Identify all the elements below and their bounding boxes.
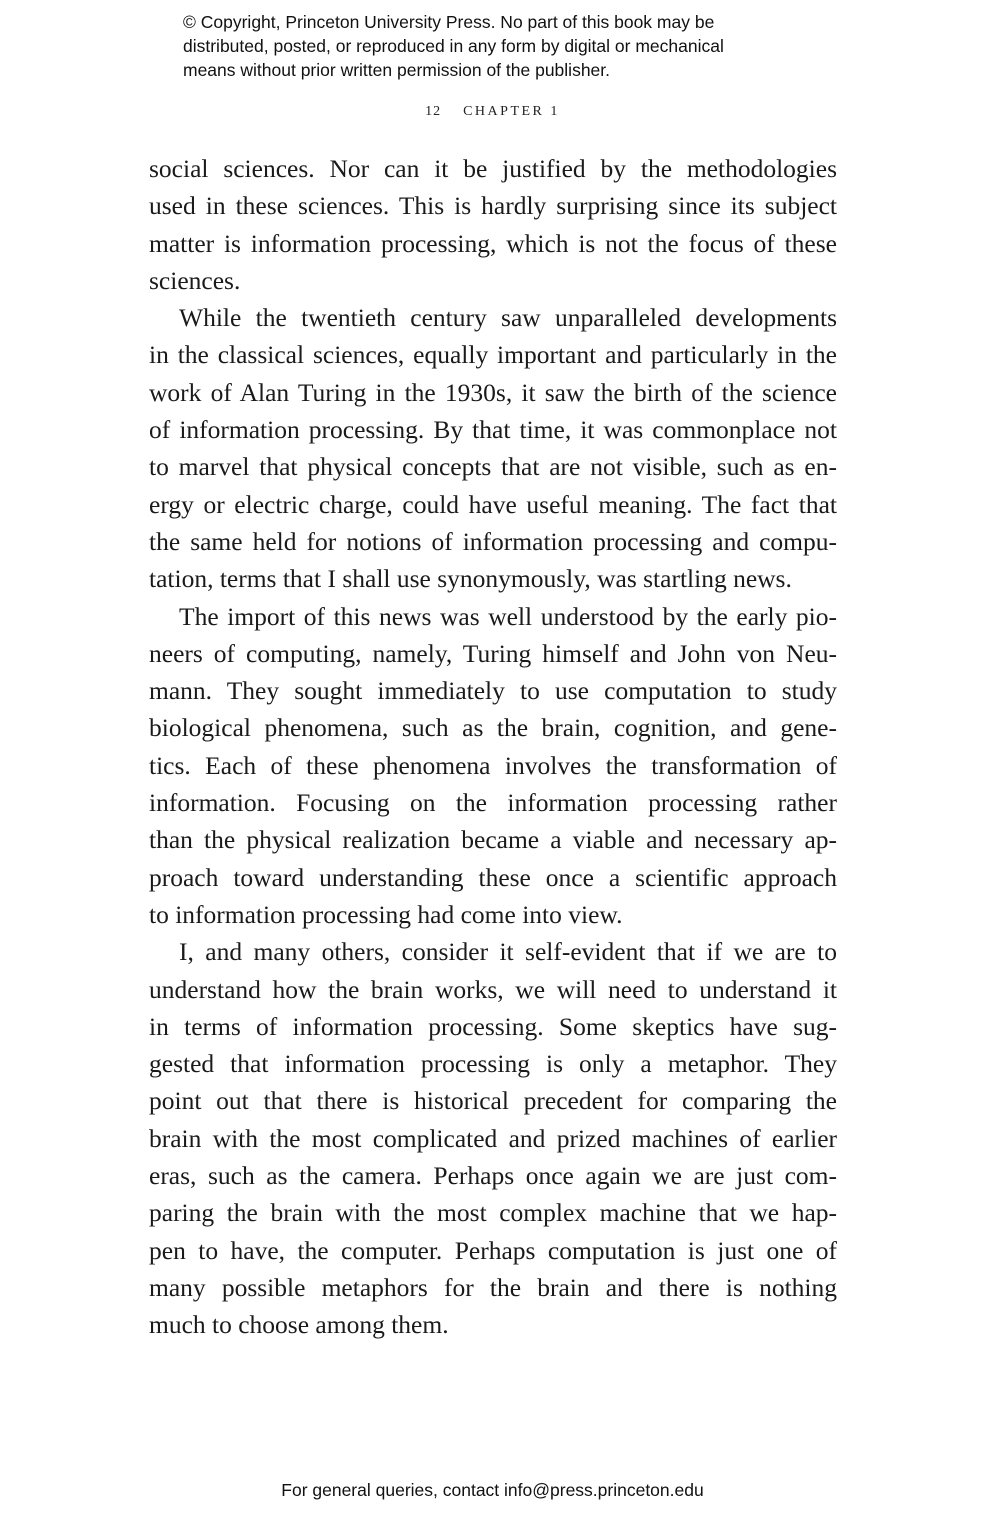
text-line: information. Focusing on the information processing rather [149,788,837,818]
text-line: many possible metaphors for the brain and there is nothing [149,1272,837,1302]
text-line: than the physical realization became a viable and necessary ap- [149,825,837,855]
copyright-line: © Copyright, Princeton University Press. No part of this book may be [183,12,715,32]
text-line: matter is information processing, which is not the focus of these [149,228,837,258]
text-line: to marvel that physical concepts that are not visible, such as en- [149,452,837,482]
copyright-line: distributed, posted, or reproduced in any form by digital or mechanical [183,36,724,56]
text-line: tation, terms that I shall use synonymously, was startling news. [149,564,792,594]
copyright-line: means without prior written permission of the publisher. [183,60,611,80]
running-head [0,104,985,120]
text-line: I, and many others, consider it self-evident that if we are to [179,937,837,967]
copyright-notice [183,10,843,82]
text-line: While the twentieth century saw unparalleled developments [179,303,837,333]
paragraph [149,150,837,299]
text-line: much to choose among them. [149,1310,449,1340]
chapter-title: CHAPTER 1 [463,104,560,119]
text-line: in terms of information processing. Some skeptics have sug- [149,1011,837,1041]
text-line: pen to have, the computer. Perhaps computation is just one of [149,1235,837,1265]
text-line: eras, such as the camera. Perhaps once again we are just com- [149,1161,837,1191]
text-line: mann. They sought immediately to use computation to study [149,676,837,706]
text-line: proach toward understanding these once a scientific approach [149,862,837,892]
text-line: in the classical sciences, equally important and particularly in the [149,340,837,370]
paragraph [149,933,837,1343]
text-line: neers of computing, namely, Turing himself and John von Neu- [149,638,837,668]
footer-contact: For general queries, contact info@press.princeton.edu [281,1480,704,1500]
text-line: brain with the most complicated and prized machines of earlier [149,1123,837,1153]
paragraph [149,598,837,934]
text-line: gested that information processing is only a metaphor. They [149,1049,837,1079]
text-line: paring the brain with the most complex machine that we hap- [149,1198,837,1228]
text-line: sciences. [149,265,241,295]
text-line: of information processing. By that time, it was commonplace not [149,415,837,445]
text-line: biological phenomena, such as the brain, cognition, and gene- [149,713,837,743]
text-line: ergy or electric charge, could have useful meaning. The fact that [149,489,837,519]
text-line: used in these sciences. This is hardly surprising since its subject [149,191,837,221]
text-line: the same held for notions of information processing and compu- [149,526,837,556]
text-line: point out that there is historical precedent for comparing the [149,1086,837,1116]
body-text [149,150,837,1344]
text-line: The import of this news was well understood by the early pio- [179,601,837,631]
text-line: understand how the brain works, we will need to understand it [149,974,837,1004]
text-line: tics. Each of these phenomena involves the transformation of [149,750,837,780]
text-line: work of Alan Turing in the 1930s, it saw the birth of the science [149,377,837,407]
text-line: social sciences. Nor can it be justified by the methodologies [149,154,837,183]
paragraph [149,299,837,597]
page-number: 12 [425,104,442,119]
text-line: to information processing had come into view. [149,899,623,929]
